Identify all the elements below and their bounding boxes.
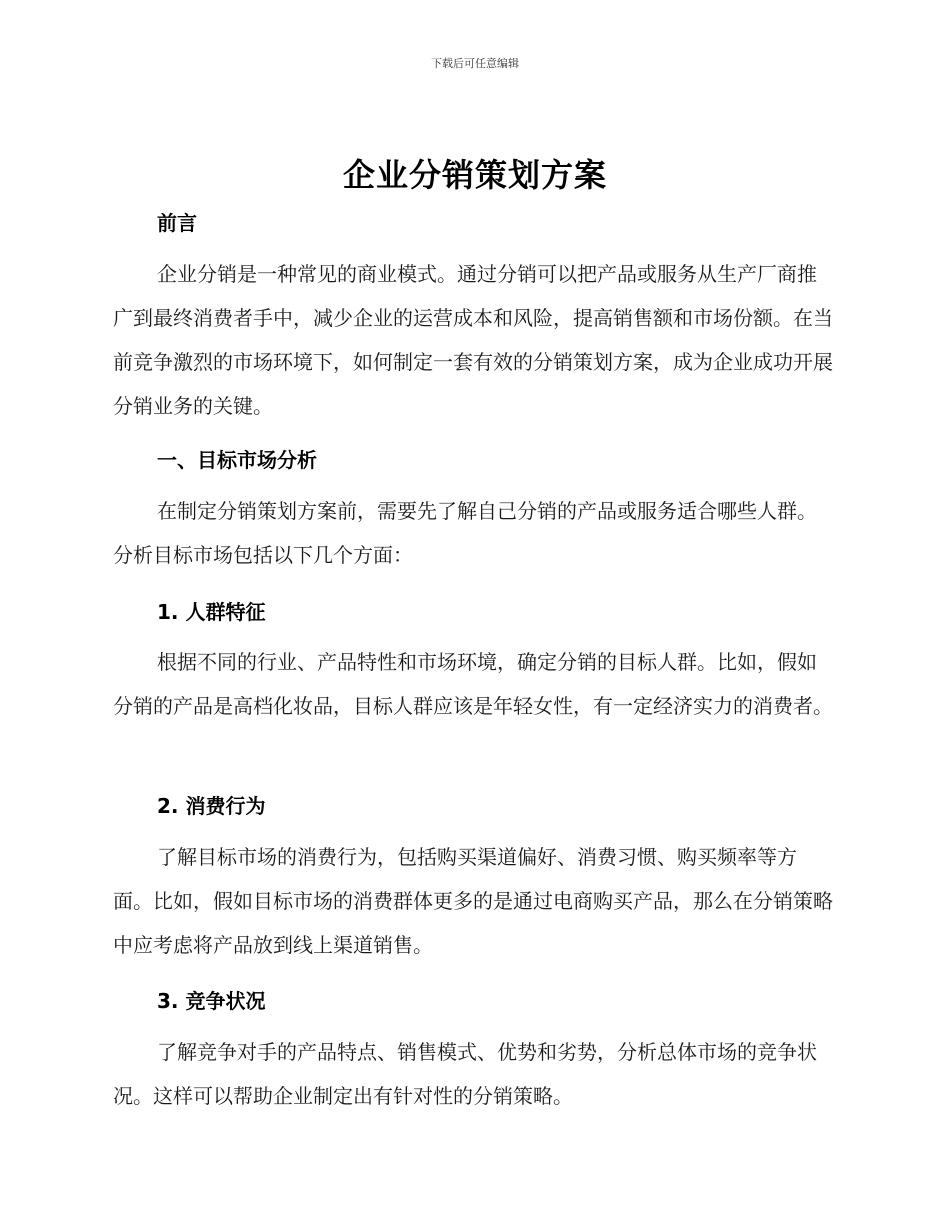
section-paragraph-target-market: 在制定分销策划方案前，需要先了解自己分销的产品或服务适合哪些人群。分析目标市场包括以下几个方面：	[113, 499, 817, 567]
section-heading-consumer-behavior: 2. 消费行为	[157, 794, 266, 818]
section-heading-preface: 前言	[157, 211, 197, 235]
section-paragraph-demographics: 根据不同的行业、产品特性和市场环境，确定分销的目标人群。比如，假如分销的产品是高档化妆品，目标人群应该是年轻女性，有一定经济实力的消费者。	[113, 650, 833, 718]
document-title: 企业分销策划方案	[342, 156, 607, 194]
section-heading-competition: 3. 竞争状况	[157, 989, 266, 1013]
page-header-note: 下载后可任意编辑	[431, 57, 519, 70]
section-paragraph-consumer-behavior: 了解目标市场的消费行为，包括购买渠道偏好、消费习惯、购买频率等方面。比如，假如目标市场的消费群体更多的是通过电商购买产品，那么在分销策略中应考虑将产品放到线上渠道销售。	[113, 845, 833, 957]
section-heading-target-market: 一、目标市场分析	[157, 448, 317, 472]
section-paragraph-preface: 企业分销是一种常见的商业模式。通过分销可以把产品或服务从生产厂商推广到最终消费者手中，减少企业的运营成本和风险，提高销售额和市场份额。在当前竞争激烈的市场环境下，如何制定一套有效的分销策划方案，成为企业成功开展分销业务的关键。	[113, 262, 833, 418]
section-heading-demographics: 1. 人群特征	[157, 600, 266, 624]
section-paragraph-competition: 了解竞争对手的产品特点、销售模式、优势和劣势，分析总体市场的竞争状况。这样可以帮助企业制定出有针对性的分销策略。	[113, 1040, 817, 1108]
